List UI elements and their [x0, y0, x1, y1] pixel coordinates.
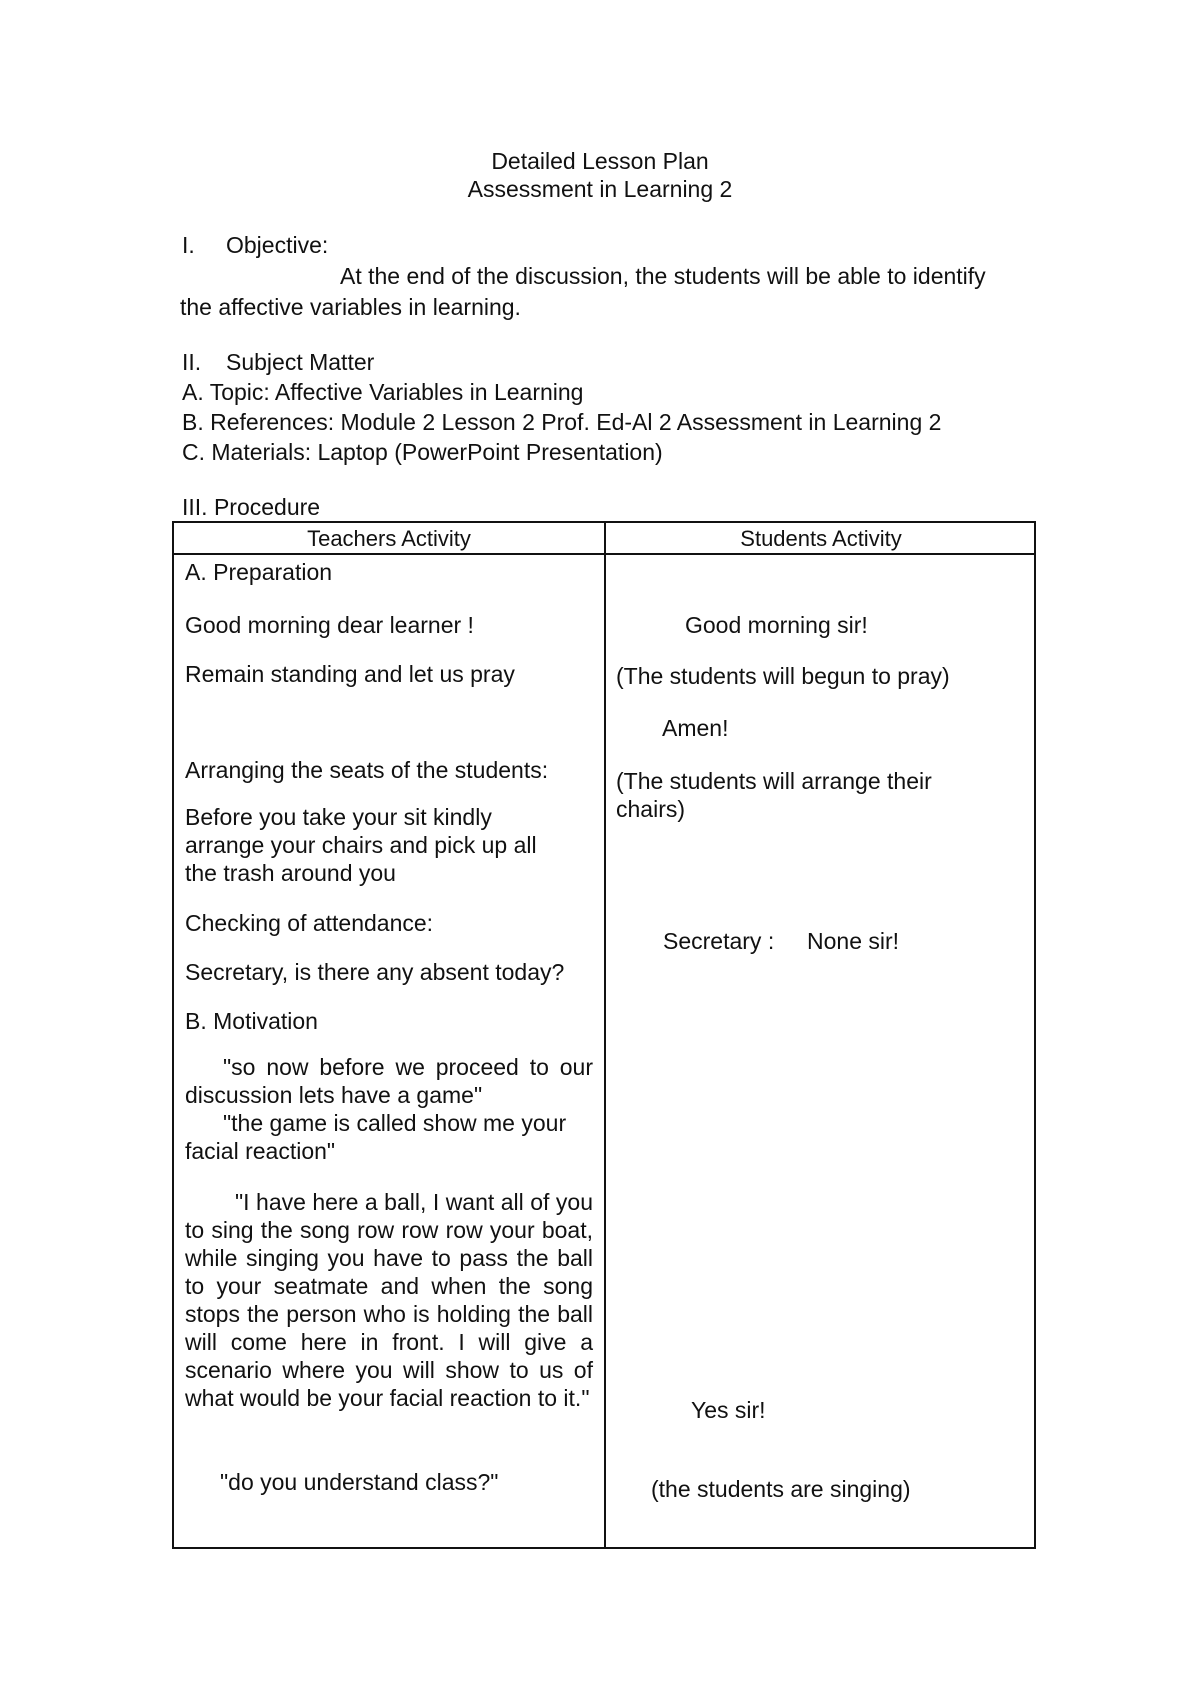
objective-text-line1: At the end of the discussion, the students will be able to identify: [340, 263, 986, 289]
subject-matter-numeral: II.: [182, 349, 202, 375]
teacher-understand-question: "do you understand class?": [220, 1469, 499, 1495]
teacher-game-instructions: "I have here a ball, I want all of you to sing the song row row row your boat, while singing you have to pass the ball to your seatmate and when the song stops the person who is holding the ball will come here in front. I will give a scenario where you will show to us of what would be your facial reaction to it.": [185, 1189, 593, 1411]
subject-matter-heading: Subject Matter: [226, 349, 375, 375]
teacher-pray: Remain standing and let us pray: [185, 661, 515, 687]
procedure-table: [172, 521, 1036, 1549]
teacher-preparation: A. Preparation: [185, 559, 333, 585]
teacher-game-intro: "so now before we proceed to our discussion lets have a game": [185, 1054, 593, 1108]
procedure-heading: III. Procedure: [182, 494, 321, 520]
column-divider: [604, 523, 606, 1547]
student-pray-action: (The students will begun to pray): [616, 663, 950, 689]
document-title: Detailed Lesson Plan: [491, 148, 709, 174]
teachers-activity-header: Teachers Activity: [307, 526, 471, 551]
subject-references: B. References: Module 2 Lesson 2 Prof. Ed-Al 2 Assessment in Learning 2: [182, 409, 942, 435]
students-activity-header: Students Activity: [740, 526, 902, 551]
student-secretary-label: Secretary :: [663, 928, 775, 954]
student-arrange-action: (The students will arrange their chairs): [616, 768, 932, 822]
document-subtitle: Assessment in Learning 2: [467, 176, 733, 202]
teacher-greeting: Good morning dear learner !: [185, 612, 474, 638]
student-yes-reply: Yes sir!: [691, 1397, 766, 1423]
teacher-attendance: Checking of attendance:: [185, 910, 434, 936]
objective-text-line2: the affective variables in learning.: [180, 294, 521, 320]
student-singing: (the students are singing): [651, 1476, 911, 1502]
header-divider: [174, 553, 1034, 555]
student-amen: Amen!: [662, 715, 729, 741]
objective-numeral: I.: [182, 232, 195, 258]
teacher-absent-question: Secretary, is there any absent today?: [185, 959, 565, 985]
teacher-arranging: Arranging the seats of the students:: [185, 757, 549, 783]
objective-heading: Objective:: [226, 232, 329, 258]
teacher-motivation: B. Motivation: [185, 1008, 318, 1034]
teacher-game-name: "the game is called show me your facial reaction": [185, 1110, 567, 1164]
subject-materials: C. Materials: Laptop (PowerPoint Presentation): [182, 439, 663, 465]
teacher-arrange-instructions: Before you take your sit kindly arrange your chairs and pick up all the trash around you: [185, 804, 537, 886]
student-greeting-reply: Good morning sir!: [685, 612, 868, 638]
student-secretary-reply: None sir!: [807, 928, 900, 954]
subject-topic: A. Topic: Affective Variables in Learning: [182, 379, 584, 405]
